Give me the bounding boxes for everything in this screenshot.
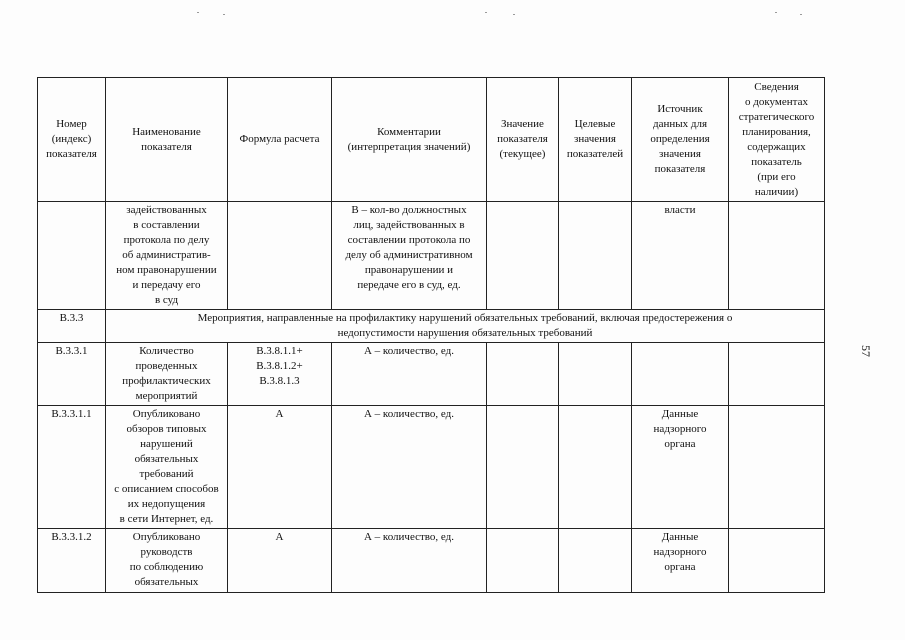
scan-speck [513, 14, 515, 15]
cell-index: В.3.3.1 [38, 343, 106, 406]
scan-speck [223, 14, 225, 15]
cell-comments: А – количество, ед. [332, 406, 487, 529]
page-number: 57 [859, 345, 873, 357]
header-source: Источник данных для определения значения показателя [632, 78, 729, 202]
scan-speck [485, 12, 487, 13]
table-section-row [38, 310, 825, 343]
cell-comments: B – кол-во должностных лиц, задействованных в составлении протокола по делу об административном правонарушении и передаче его в суд, ед. [332, 202, 487, 310]
cell-target-values [559, 406, 632, 529]
cell-formula: В.3.8.1.1+ В.3.8.1.2+ В.3.8.1.3 [228, 343, 332, 406]
table-row-continuation [38, 202, 825, 310]
header-current-value: Значение показателя (текущее) [487, 78, 559, 202]
cell-name: Опубликовано обзоров типовых нарушений обязательных требований с описанием способов их недопущения в сети Интернет, ед. [106, 406, 228, 529]
cell-formula [228, 202, 332, 310]
cell-target-values [559, 343, 632, 406]
cell-documents [729, 202, 825, 310]
header-name: Наименование показателя [106, 78, 228, 202]
cell-name: Количество проведенных профилактических мероприятий [106, 343, 228, 406]
cell-current-value [487, 406, 559, 529]
cell-formula: А [228, 406, 332, 529]
scan-speck [775, 12, 777, 13]
cell-source: власти [632, 202, 729, 310]
cell-index [38, 202, 106, 310]
table-row [38, 406, 825, 529]
section-title: Мероприятия, направленные на профилактику нарушений обязательных требований, включая предостережения о недопустимости нарушения обязательных требований [106, 310, 825, 343]
cell-name: Опубликовано руководств по соблюдению обязательных [106, 529, 228, 593]
cell-comments: А – количество, ед. [332, 529, 487, 593]
cell-target-values [559, 529, 632, 593]
cell-source: Данные надзорного органа [632, 406, 729, 529]
cell-current-value [487, 343, 559, 406]
header-index: Номер (индекс) показателя [38, 78, 106, 202]
cell-current-value [487, 202, 559, 310]
header-documents: Сведения о документах стратегического планирования, содержащих показатель (при его наличии) [729, 78, 825, 202]
cell-documents [729, 529, 825, 593]
cell-index: В.3.3.1.2 [38, 529, 106, 593]
cell-name: задействованных в составлении протокола по делу об административ- ном правонарушении и передачу его в суд [106, 202, 228, 310]
scan-speck [800, 14, 802, 15]
header-target-values: Целевые значения показателей [559, 78, 632, 202]
table-row [38, 529, 825, 593]
cell-current-value [487, 529, 559, 593]
header-formula: Формула расчета [228, 78, 332, 202]
table-row [38, 343, 825, 406]
cell-documents [729, 343, 825, 406]
cell-formula: А [228, 529, 332, 593]
section-index: В.3.3 [38, 310, 106, 343]
cell-documents [729, 406, 825, 529]
cell-source [632, 343, 729, 406]
table-header-row [38, 78, 825, 202]
header-comments: Комментарии (интерпретация значений) [332, 78, 487, 202]
cell-target-values [559, 202, 632, 310]
indicators-table [37, 77, 825, 593]
scan-speck [197, 12, 199, 13]
cell-comments: А – количество, ед. [332, 343, 487, 406]
cell-source: Данные надзорного органа [632, 529, 729, 593]
cell-index: В.3.3.1.1 [38, 406, 106, 529]
